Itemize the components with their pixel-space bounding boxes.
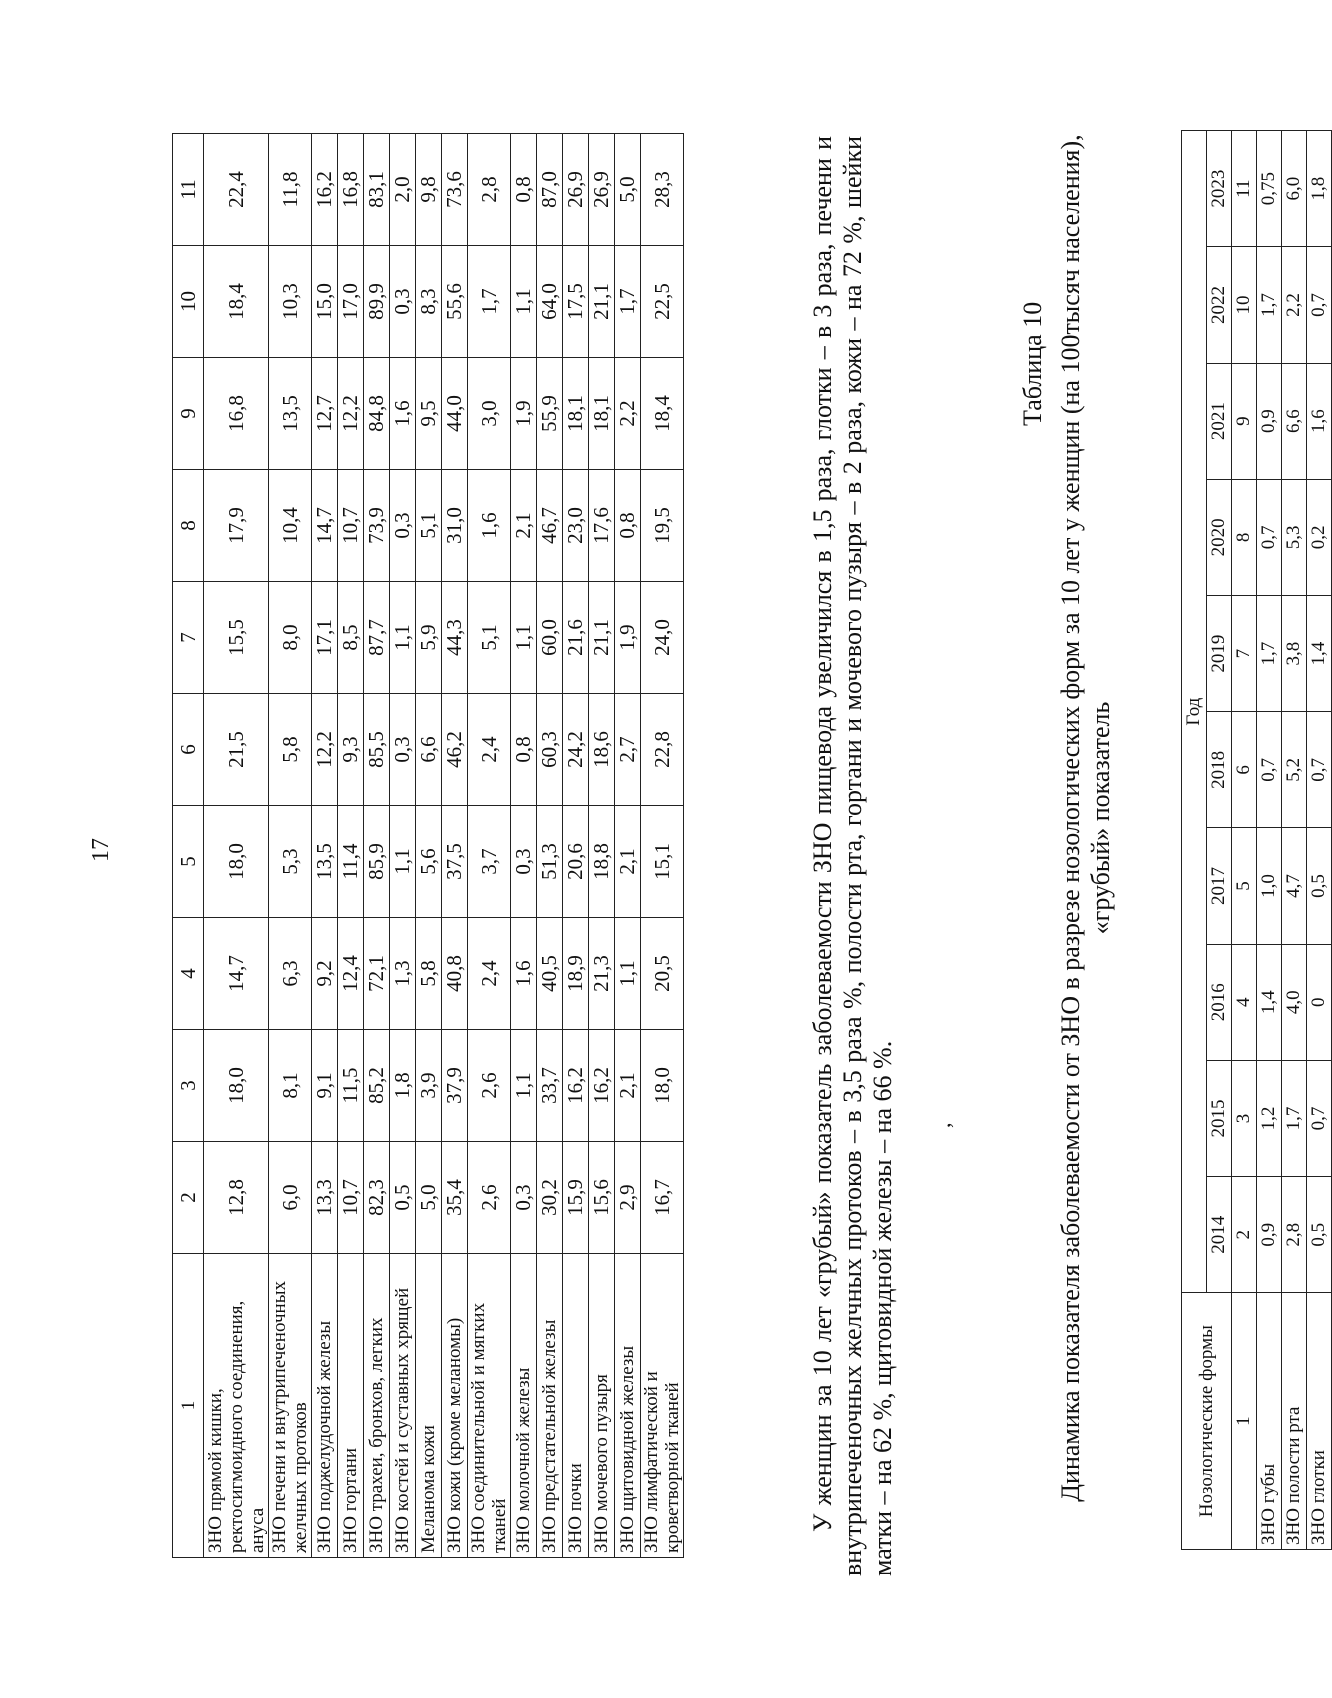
cell-value: 21,3 — [589, 918, 615, 1030]
year-header: 2018 — [1207, 712, 1232, 828]
cell-value: 18,0 — [204, 1030, 269, 1142]
cell-value: 0,9 — [1257, 1177, 1282, 1293]
cell-value: 1,6 — [468, 470, 511, 582]
cell-value: 37,9 — [442, 1030, 468, 1142]
column-number: 11 — [173, 134, 204, 246]
table-row — [390, 134, 416, 1558]
cell-value: 2,4 — [468, 694, 511, 806]
cell-value: 3,9 — [416, 1030, 442, 1142]
cell-value: 1,1 — [390, 582, 416, 694]
cell-value: 1,7 — [615, 246, 641, 358]
cell-value: 0,2 — [1307, 479, 1332, 595]
row-label: ЗНО печени и внутрипеченочных желчных протоков — [269, 1254, 312, 1558]
cell-value: 4,7 — [1282, 828, 1307, 944]
cell-value: 1,7 — [1257, 595, 1282, 711]
cell-value: 5,0 — [615, 134, 641, 246]
cell-value: 5,1 — [468, 582, 511, 694]
cell-value: 18,6 — [589, 694, 615, 806]
cell-value: 46,7 — [537, 470, 563, 582]
row-label: ЗНО лимфатической и кроветворной тканей — [641, 1254, 684, 1558]
cell-value: 2,2 — [615, 358, 641, 470]
cell-value: 60,3 — [537, 694, 563, 806]
cell-value: 84,8 — [364, 358, 390, 470]
cell-value: 13,5 — [312, 806, 338, 918]
cell-value: 40,5 — [537, 918, 563, 1030]
cell-value: 17,5 — [563, 246, 589, 358]
cell-value: 16,2 — [312, 134, 338, 246]
cell-value: 85,2 — [364, 1030, 390, 1142]
column-number: 8 — [173, 470, 204, 582]
row-label: Меланома кожи — [416, 1254, 442, 1558]
cell-value: 1,1 — [511, 246, 537, 358]
year-header: 2021 — [1207, 363, 1232, 479]
cell-value: 0,3 — [390, 246, 416, 358]
row-label: ЗНО трахеи, бронхов, легких — [364, 1254, 390, 1558]
cell-value: 1,6 — [1307, 363, 1332, 479]
row-label: ЗНО гортани — [338, 1254, 364, 1558]
cell-value: 17,6 — [589, 470, 615, 582]
cell-value: 1,7 — [468, 246, 511, 358]
cell-value: 12,7 — [312, 358, 338, 470]
column-number: 6 — [1232, 712, 1257, 828]
column-number: 1 — [1232, 1293, 1257, 1550]
cell-value: 18,1 — [589, 358, 615, 470]
cell-value: 0,7 — [1307, 247, 1332, 363]
cell-value: 1,8 — [390, 1030, 416, 1142]
cell-value: 12,8 — [204, 1142, 269, 1254]
row-label: ЗНО молочной железы — [511, 1254, 537, 1558]
cell-value: 26,9 — [589, 134, 615, 246]
cell-value: 0,75 — [1257, 131, 1282, 247]
cell-value: 1,9 — [615, 582, 641, 694]
cell-value: 44,0 — [442, 358, 468, 470]
cell-value: 0,9 — [1257, 363, 1282, 479]
cell-value: 14,7 — [204, 918, 269, 1030]
row-label: ЗНО почки — [563, 1254, 589, 1558]
row-label: ЗНО прямой кишки, ректосигмоидного соединения, ануса — [204, 1254, 269, 1558]
table-row — [312, 134, 338, 1558]
cell-value: 22,8 — [641, 694, 684, 806]
cell-value: 5,3 — [269, 806, 312, 918]
row-label: ЗНО щитовидной железы — [615, 1254, 641, 1558]
column-number: 3 — [173, 1030, 204, 1142]
cell-value: 0,7 — [1307, 712, 1332, 828]
year-header: 2020 — [1207, 479, 1232, 595]
cell-value: 18,0 — [204, 806, 269, 918]
year-header: 2019 — [1207, 595, 1232, 711]
row-label: ЗНО костей и суставных хрящей — [390, 1254, 416, 1558]
table-number-label: Таблица 10 — [1018, 301, 1047, 426]
cell-value: 0,5 — [390, 1142, 416, 1254]
cell-value: 87,0 — [537, 134, 563, 246]
cell-value: 55,6 — [442, 246, 468, 358]
cell-value: 20,6 — [563, 806, 589, 918]
cell-value: 21,5 — [204, 694, 269, 806]
cell-value: 85,9 — [364, 806, 390, 918]
cell-value: 12,4 — [338, 918, 364, 1030]
page-number: 17 — [88, 838, 114, 862]
cell-value: 2,2 — [1282, 247, 1307, 363]
cell-value: 16,8 — [338, 134, 364, 246]
cell-value: 89,9 — [364, 246, 390, 358]
cell-value: 5,0 — [416, 1142, 442, 1254]
cell-value: 6,0 — [269, 1142, 312, 1254]
cell-value: 15,6 — [589, 1142, 615, 1254]
row-label: ЗНО предстательной железы — [537, 1254, 563, 1558]
cell-value: 1,8 — [1307, 131, 1332, 247]
table-row — [589, 134, 615, 1558]
cell-value: 55,9 — [537, 358, 563, 470]
cell-value: 1,6 — [511, 918, 537, 1030]
table-row — [615, 134, 641, 1558]
column-number: 10 — [173, 246, 204, 358]
cell-value: 2,1 — [615, 1030, 641, 1142]
table-row — [1257, 131, 1282, 1550]
cell-value: 6,0 — [1282, 131, 1307, 247]
column-number: 2 — [173, 1142, 204, 1254]
cell-value: 0,7 — [1257, 712, 1282, 828]
row-label: ЗНО поджелудочной железы — [312, 1254, 338, 1558]
cell-value: 24,0 — [641, 582, 684, 694]
table-10-body — [1257, 131, 1332, 1550]
cell-value: 13,3 — [312, 1142, 338, 1254]
cell-value: 5,9 — [416, 582, 442, 694]
cell-value: 6,3 — [269, 918, 312, 1030]
cell-value: 16,8 — [204, 358, 269, 470]
cell-value: 5,1 — [416, 470, 442, 582]
column-number: 4 — [1232, 944, 1257, 1060]
cell-value: 1,1 — [390, 806, 416, 918]
cell-value: 18,9 — [563, 918, 589, 1030]
year-header: 2014 — [1207, 1177, 1232, 1293]
header-row — [173, 134, 204, 1558]
cell-value: 64,0 — [537, 246, 563, 358]
column-number: 9 — [173, 358, 204, 470]
cell-value: 2,1 — [615, 806, 641, 918]
cell-value: 16,2 — [563, 1030, 589, 1142]
stray-mark: , — [930, 1122, 955, 1128]
cell-value: 73,6 — [442, 134, 468, 246]
cell-value: 24,2 — [563, 694, 589, 806]
year-header: 2017 — [1207, 828, 1232, 944]
cell-value: 18,4 — [204, 246, 269, 358]
column-number: 7 — [1232, 595, 1257, 711]
cell-value: 10,7 — [338, 1142, 364, 1254]
cell-value: 35,4 — [442, 1142, 468, 1254]
cell-value: 0,3 — [511, 806, 537, 918]
cell-value: 8,0 — [269, 582, 312, 694]
table-row — [563, 134, 589, 1558]
cell-value: 83,1 — [364, 134, 390, 246]
cell-value: 6,6 — [416, 694, 442, 806]
cell-value: 0 — [1307, 944, 1332, 1060]
header-row-group — [1182, 131, 1207, 1550]
cell-value: 30,2 — [537, 1142, 563, 1254]
cell-value: 4,0 — [1282, 944, 1307, 1060]
cell-value: 17,9 — [204, 470, 269, 582]
cell-value: 2,0 — [390, 134, 416, 246]
table-row — [442, 134, 468, 1558]
table-row — [537, 134, 563, 1558]
cell-value: 37,5 — [442, 806, 468, 918]
cell-value: 0,7 — [1307, 1060, 1332, 1176]
column-number: 7 — [173, 582, 204, 694]
cell-value: 1,7 — [1257, 247, 1282, 363]
row-label: ЗНО кожи (кроме меланомы) — [442, 1254, 468, 1558]
cell-value: 5,6 — [416, 806, 442, 918]
cell-value: 2,9 — [615, 1142, 641, 1254]
paragraph-text: У женщин за 10 лет «грубый» показатель заболеваемости ЗНО пищевода увеличился в 1,5 раза, глотки – в 3 раза, печени и внутрипеченочных желчных протоков – в 3,5 раза %, полости рта, гортани и мочевого пузыря – в 2 раза, кожи – на 72 %, шейки матки – на 62 %, щитовидной железы – на 66 %. — [808, 136, 897, 1576]
cell-value: 5,2 — [1282, 712, 1307, 828]
cell-value: 2,8 — [1282, 1177, 1307, 1293]
cell-value: 17,1 — [312, 582, 338, 694]
cell-value: 2,8 — [468, 134, 511, 246]
col-header-forms: Нозологические формы — [1182, 1293, 1232, 1550]
cell-value: 2,4 — [468, 918, 511, 1030]
cell-value: 1,4 — [1257, 944, 1282, 1060]
col-header-year: Год — [1182, 131, 1207, 1293]
table-row — [468, 134, 511, 1558]
cell-value: 10,3 — [269, 246, 312, 358]
column-number: 5 — [173, 806, 204, 918]
cell-value: 16,7 — [641, 1142, 684, 1254]
cell-value: 13,5 — [269, 358, 312, 470]
year-header: 2023 — [1207, 131, 1232, 247]
cell-value: 15,5 — [204, 582, 269, 694]
year-header: 2015 — [1207, 1060, 1232, 1176]
cell-value: 82,3 — [364, 1142, 390, 1254]
cell-value: 0,8 — [511, 694, 537, 806]
cell-value: 6,6 — [1282, 363, 1307, 479]
column-number: 8 — [1232, 479, 1257, 595]
cell-value: 44,3 — [442, 582, 468, 694]
cell-value: 87,7 — [364, 582, 390, 694]
cell-value: 20,5 — [641, 918, 684, 1030]
cell-value: 0,5 — [1307, 1177, 1332, 1293]
year-header: 2016 — [1207, 944, 1232, 1060]
cell-value: 2,6 — [468, 1030, 511, 1142]
row-label: ЗНО глотки — [1307, 1293, 1332, 1550]
cell-value: 21,6 — [563, 582, 589, 694]
cell-value: 17,0 — [338, 246, 364, 358]
cell-value: 12,2 — [338, 358, 364, 470]
cell-value: 1,9 — [511, 358, 537, 470]
cell-value: 8,1 — [269, 1030, 312, 1142]
cell-value: 0,3 — [390, 694, 416, 806]
cell-value: 31,0 — [442, 470, 468, 582]
cell-value: 40,8 — [442, 918, 468, 1030]
cell-value: 28,3 — [641, 134, 684, 246]
cell-value: 18,4 — [641, 358, 684, 470]
cell-value: 9,1 — [312, 1030, 338, 1142]
cell-value: 1,4 — [1307, 595, 1332, 711]
cell-value: 14,7 — [312, 470, 338, 582]
cell-value: 11,8 — [269, 134, 312, 246]
cell-value: 18,1 — [563, 358, 589, 470]
column-number: 6 — [173, 694, 204, 806]
cell-value: 0,3 — [511, 1142, 537, 1254]
cell-value: 10,4 — [269, 470, 312, 582]
cell-value: 21,1 — [589, 246, 615, 358]
cell-value: 5,8 — [269, 694, 312, 806]
cell-value: 23,0 — [563, 470, 589, 582]
table-row — [416, 134, 442, 1558]
column-number: 1 — [173, 1254, 204, 1558]
column-number: 11 — [1232, 131, 1257, 247]
cell-value: 9,8 — [416, 134, 442, 246]
cell-value: 60,0 — [537, 582, 563, 694]
cell-value: 0,8 — [615, 470, 641, 582]
cell-value: 46,2 — [442, 694, 468, 806]
table-row — [1282, 131, 1307, 1550]
cell-value: 11,5 — [338, 1030, 364, 1142]
cell-value: 12,2 — [312, 694, 338, 806]
header-row-numbers — [1232, 131, 1257, 1550]
table-title: Динамика показателя заболеваемости от ЗНО в разрезе нозологических форм за 10 лет у женщин (на 100тысяч населения), «грубый» показатель — [1056, 134, 1115, 1502]
table-row — [338, 134, 364, 1558]
cell-value: 1,7 — [1282, 1060, 1307, 1176]
column-number: 4 — [173, 918, 204, 1030]
table-10-head — [1182, 131, 1257, 1550]
cell-value: 21,1 — [589, 582, 615, 694]
cell-value: 1,1 — [511, 1030, 537, 1142]
cell-value: 33,7 — [537, 1030, 563, 1142]
cell-value: 1,1 — [511, 582, 537, 694]
cell-value: 9,5 — [416, 358, 442, 470]
cell-value: 3,0 — [468, 358, 511, 470]
cell-value: 2,7 — [615, 694, 641, 806]
cell-value: 1,3 — [390, 918, 416, 1030]
cell-value: 85,5 — [364, 694, 390, 806]
cell-value: 73,9 — [364, 470, 390, 582]
cell-value: 0,3 — [390, 470, 416, 582]
cell-value: 0,5 — [1307, 828, 1332, 944]
cell-value: 1,2 — [1257, 1060, 1282, 1176]
column-number: 2 — [1232, 1177, 1257, 1293]
table-row — [364, 134, 390, 1558]
column-number: 9 — [1232, 363, 1257, 479]
cell-value: 15,0 — [312, 246, 338, 358]
cell-value: 11,4 — [338, 806, 364, 918]
column-number: 10 — [1232, 247, 1257, 363]
cell-value: 1,6 — [390, 358, 416, 470]
table-row — [269, 134, 312, 1558]
cell-value: 22,4 — [204, 134, 269, 246]
cell-value: 15,1 — [641, 806, 684, 918]
table-body — [173, 134, 684, 1558]
cell-value: 8,5 — [338, 582, 364, 694]
cell-value: 15,9 — [563, 1142, 589, 1254]
table-row — [511, 134, 537, 1558]
row-label: ЗНО губы — [1257, 1293, 1282, 1550]
cell-value: 19,5 — [641, 470, 684, 582]
cell-value: 9,2 — [312, 918, 338, 1030]
cell-value: 3,8 — [1282, 595, 1307, 711]
cell-value: 22,5 — [641, 246, 684, 358]
body-paragraph — [808, 136, 898, 1576]
cell-value: 26,9 — [563, 134, 589, 246]
year-header: 2022 — [1207, 247, 1232, 363]
cell-value: 1,1 — [615, 918, 641, 1030]
cell-value: 2,6 — [468, 1142, 511, 1254]
cell-value: 18,8 — [589, 806, 615, 918]
row-label: ЗНО полости рта — [1282, 1293, 1307, 1550]
cell-value: 5,3 — [1282, 479, 1307, 595]
cell-value: 9,3 — [338, 694, 364, 806]
cell-value: 0,8 — [511, 134, 537, 246]
cell-value: 0,7 — [1257, 479, 1282, 595]
cell-value: 5,8 — [416, 918, 442, 1030]
table-incidence-continued — [172, 133, 684, 1558]
cell-value: 10,7 — [338, 470, 364, 582]
table-row — [1307, 131, 1332, 1550]
cell-value: 16,2 — [589, 1030, 615, 1142]
table-row — [204, 134, 269, 1558]
row-label: ЗНО мочевого пузыря — [589, 1254, 615, 1558]
cell-value: 2,1 — [511, 470, 537, 582]
cell-value: 72,1 — [364, 918, 390, 1030]
cell-value: 1,0 — [1257, 828, 1282, 944]
cell-value: 51,3 — [537, 806, 563, 918]
cell-value: 18,0 — [641, 1030, 684, 1142]
cell-value: 8,3 — [416, 246, 442, 358]
table-10 — [1181, 130, 1332, 1550]
row-label: ЗНО соединительной и мягких тканей — [468, 1254, 511, 1558]
cell-value: 3,7 — [468, 806, 511, 918]
table-row — [641, 134, 684, 1558]
column-number: 3 — [1232, 1060, 1257, 1176]
column-number: 5 — [1232, 828, 1257, 944]
